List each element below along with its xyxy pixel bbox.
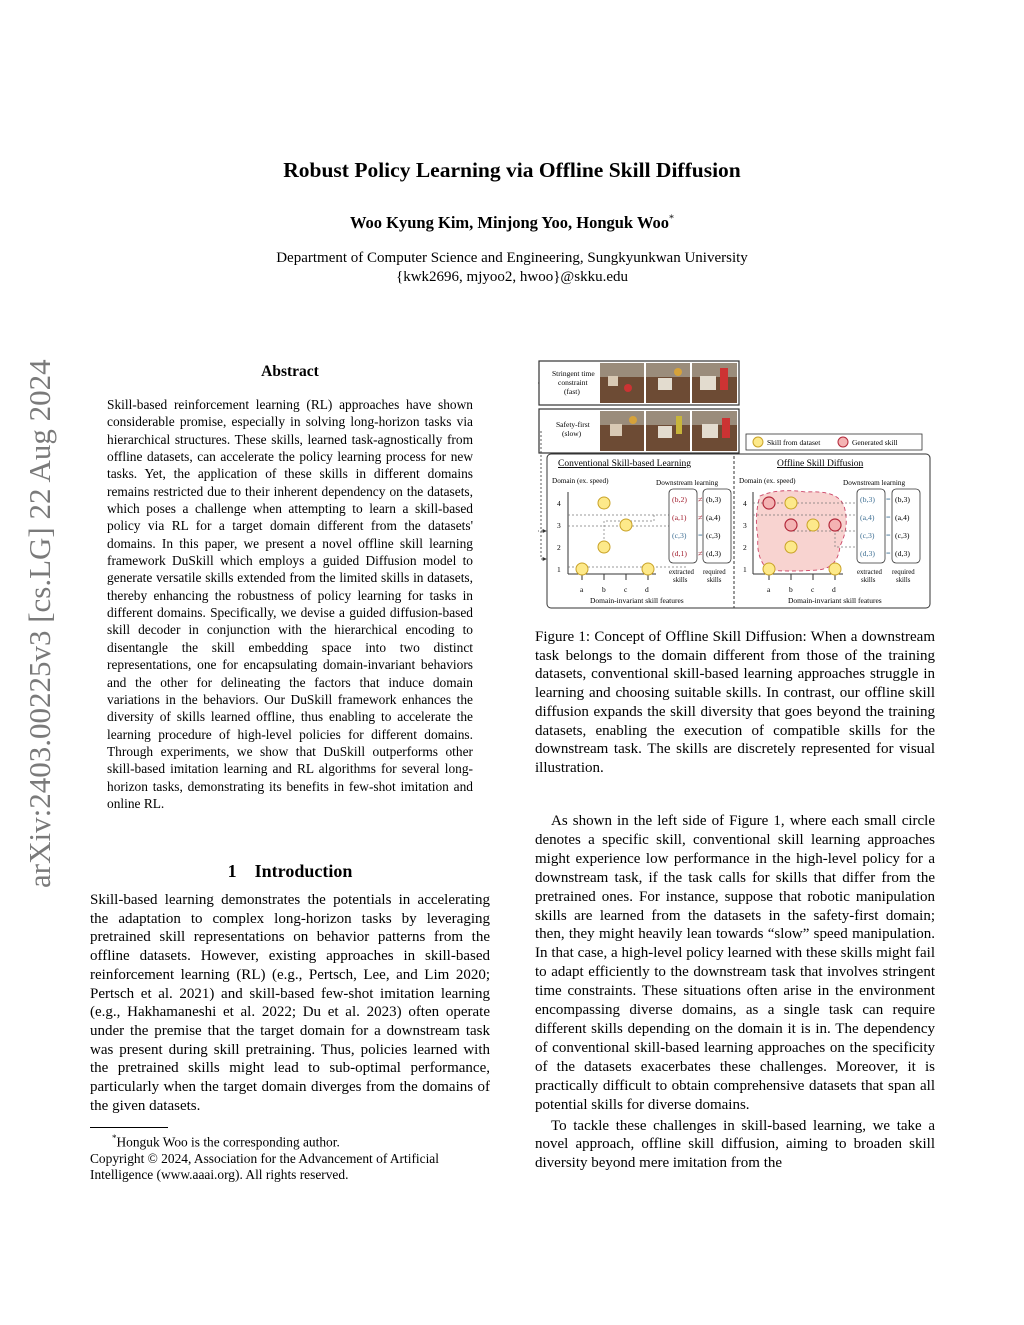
emails: {kwk2696, mjyoo2, hwoo}@skku.edu bbox=[396, 269, 628, 285]
left-skill-point bbox=[642, 563, 654, 575]
left-panel-title: Conventional Skill-based Learning bbox=[558, 459, 691, 469]
left-ytick-4: 4 bbox=[557, 499, 561, 508]
author-names: Woo Kyung Kim, Minjong Yoo, Honguk Woo bbox=[349, 213, 670, 232]
left-skill-point bbox=[598, 497, 610, 509]
paragraph: To tackle these challenges in skill-based learning, we take a novel approach, offline skill diffusion, aiming to broaden skill diversity beyond mere imitation from the bbox=[535, 1117, 935, 1172]
arxiv-identifier: arXiv:2403.00225v3 [cs.LG] 22 Aug 2024 bbox=[22, 359, 57, 888]
right-xtick-c: c bbox=[811, 585, 815, 594]
right-rel-3: = bbox=[886, 531, 891, 540]
right-required-caption-2: skills bbox=[896, 577, 911, 584]
right-ytick-3: 3 bbox=[743, 521, 747, 530]
right-required-3: (c,3) bbox=[895, 531, 910, 540]
right-skill-point bbox=[785, 541, 797, 553]
footnote-text: Honguk Woo is the corresponding author. bbox=[116, 1134, 340, 1150]
right-extracted-3: (c,3) bbox=[860, 531, 875, 540]
left-xtick-b: b bbox=[602, 585, 606, 594]
label-fast-1: Stringent time bbox=[552, 369, 595, 378]
figure-1 bbox=[538, 358, 933, 618]
generated-skill-point bbox=[785, 519, 797, 531]
footnote-block bbox=[90, 1130, 490, 1184]
left-extracted-3: (c,3) bbox=[672, 531, 687, 540]
right-rel-4: = bbox=[886, 549, 891, 558]
author-list bbox=[0, 213, 1024, 233]
left-x-axis-label: Domain-invariant skill features bbox=[590, 596, 684, 605]
affiliation: Department of Computer Science and Engineering, Sungkyunkwan University bbox=[276, 250, 748, 266]
legend-generated-icon bbox=[838, 437, 848, 447]
right-panel-title: Offline Skill Diffusion bbox=[777, 459, 864, 469]
right-skill-point bbox=[785, 497, 797, 509]
left-ytick-3: 3 bbox=[557, 521, 561, 530]
right-extracted-1: (b,3) bbox=[860, 495, 875, 504]
left-ytick-1: 1 bbox=[557, 565, 561, 574]
label-fast-3: (fast) bbox=[564, 387, 580, 396]
legend-generated-label: Generated skill bbox=[852, 438, 898, 447]
generated-skill-point bbox=[829, 519, 841, 531]
right-x-axis-label: Domain-invariant skill features bbox=[788, 596, 882, 605]
right-required-4: (d,3) bbox=[895, 549, 910, 558]
left-extracted-caption-1: extracted bbox=[669, 569, 694, 576]
left-rel-3: = bbox=[698, 531, 703, 540]
left-xtick-d: d bbox=[645, 585, 649, 594]
left-rel-1: ≠ bbox=[698, 495, 703, 504]
figure-1-svg bbox=[538, 358, 933, 618]
affiliation-block bbox=[0, 249, 1024, 287]
copyright-notice: Copyright © 2024, Association for the Advancement of Artificial Intelligence (www.aaai.org). All rights reserved. bbox=[90, 1150, 439, 1183]
left-rel-2: ≠ bbox=[698, 513, 703, 522]
right-required-caption-1: required bbox=[892, 569, 915, 576]
right-skill-point bbox=[807, 519, 819, 531]
right-ytick-2: 2 bbox=[743, 543, 747, 552]
left-required-caption-1: required bbox=[703, 569, 726, 576]
left-required-caption-2: skills bbox=[707, 577, 722, 584]
left-extracted-caption-2: skills bbox=[673, 577, 688, 584]
left-xtick-c: c bbox=[624, 585, 628, 594]
left-required-2: (a,4) bbox=[706, 513, 721, 522]
footnote-rule bbox=[90, 1127, 168, 1128]
left-downstream-label: Downstream learning bbox=[656, 479, 719, 487]
left-y-axis-label: Domain (ex. speed) bbox=[552, 477, 609, 485]
intro-paragraph: Skill-based learning demonstrates the potentials in accelerating the adaptation to complex long-horizon tasks by leveraging pretrained skill representations on behavior patterns from the offline datasets. However, existing approaches in skill-based reinforcement learning (RL) (e.g., Pertsch, Lee, and Lim 2020; Pertsch et al. 2021) and skill-based few-shot imitation learning (e.g., Hakhamaneshi et al. 2022; Du et al. 2023) often operate under the premise that the target domain for a downstream task was present during skill pretraining. Thus, policies learned with the pretrained skills might lead to sub-optimal performance, particularly when the target domain diverges from the domains of the given datasets. bbox=[90, 892, 490, 1114]
label-fast-2: constraint bbox=[558, 378, 588, 387]
right-rel-1: = bbox=[886, 495, 891, 504]
footnote-author bbox=[90, 1130, 490, 1151]
generated-skill-point bbox=[763, 497, 775, 509]
left-skill-point bbox=[620, 519, 632, 531]
left-skill-point bbox=[576, 563, 588, 575]
robot-photos-fast bbox=[600, 363, 737, 403]
author-footnote-mark: * bbox=[669, 213, 675, 225]
right-xtick-b: b bbox=[789, 585, 793, 594]
footnote-mark: * bbox=[112, 1133, 117, 1143]
legend-dataset-icon bbox=[753, 437, 763, 447]
right-extracted-2: (a,4) bbox=[860, 513, 875, 522]
label-slow-1: Safety-first bbox=[556, 420, 590, 429]
right-xtick-d: d bbox=[832, 585, 836, 594]
left-extracted-4: (d,1) bbox=[672, 549, 687, 558]
left-xtick-a: a bbox=[580, 585, 584, 594]
section-title: Introduction bbox=[254, 861, 353, 881]
left-ytick-2: 2 bbox=[557, 543, 561, 552]
paper-title: Robust Policy Learning via Offline Skill Diffusion bbox=[283, 158, 741, 182]
left-required-4: (d,3) bbox=[706, 549, 721, 558]
left-extracted-1: (b,2) bbox=[672, 495, 687, 504]
right-skill-point bbox=[829, 563, 841, 575]
right-ytick-1: 1 bbox=[743, 565, 747, 574]
right-ytick-4: 4 bbox=[743, 499, 747, 508]
figure-caption: Figure 1: Concept of Offline Skill Diffusion: When a downstream task belongs to the domain different from those of the training datasets, conventional skill-based learning approaches struggle in learning and choosing suitable skills. In contrast, our offline skill diffusion expands the skill diversity that goes beyond the training datasets, enabling the execution of compatible skills for the downstream task. The skills are discretely represented for visual illustration. bbox=[535, 629, 935, 776]
right-rel-2: = bbox=[886, 513, 891, 522]
abstract-text: Skill-based reinforcement learning (RL) approaches have shown considerable promise, especially in solving long-horizon tasks via hierarchical structures. These skills, learned task-agnostically from offline datasets, can accelerate the policy learning process for new tasks. Yet, the application of these skills in different domains remains restricted due to their inherent dependency on the datasets, which poses a challenge when attempting to learn a skill-based policy via RL for a target domain different from the datasets' domains. In this paper, we present a novel offline skill learning framework DuSkill which employs a guided Diffusion model to generate versatile skills extended from the limited skills in datasets, thereby enhancing the robustness of policy learning for tasks in different domains. Specifically, we devise a guided diffusion-based skill decoder in conjunction with the hierarchical encoding to disentangle the skill embedding space into two distinct representations, one for encapsulating domain-invariant behaviors and the other for delineating the factors that induce domain variations in the behaviors. Our DuSkill framework enhances the diversity of skills learned offline, thus enabling to accelerate the learning procedure of high-level policies for different domains. Through experiments, we show that DuSkill outperforms other skill-based imitation learning and RL algorithms for several long-horizon tasks, demonstrating its benefits in few-shot imitation and online RL. bbox=[107, 397, 473, 811]
left-skill-point bbox=[598, 541, 610, 553]
label-slow-2: (slow) bbox=[562, 429, 582, 438]
right-column-text bbox=[535, 812, 935, 1173]
right-skill-point bbox=[763, 563, 775, 575]
right-required-1: (b,3) bbox=[895, 495, 910, 504]
right-extracted-caption-1: extracted bbox=[857, 569, 882, 576]
legend-dataset-label: Skill from dataset bbox=[767, 438, 821, 447]
section-number: 1 bbox=[227, 861, 237, 881]
left-required-1: (b,3) bbox=[706, 495, 721, 504]
left-rel-4: ≠ bbox=[698, 549, 703, 558]
left-extracted-2: (a,1) bbox=[672, 513, 687, 522]
right-extracted-caption-2: skills bbox=[861, 577, 876, 584]
right-extracted-4: (d,3) bbox=[860, 549, 875, 558]
right-xtick-a: a bbox=[767, 585, 771, 594]
right-downstream-label: Downstream learning bbox=[843, 479, 906, 487]
right-y-axis-label: Domain (ex. speed) bbox=[739, 477, 796, 485]
robot-photos-slow bbox=[600, 411, 737, 451]
abstract-heading: Abstract bbox=[261, 363, 319, 380]
paragraph: As shown in the left side of Figure 1, where each small circle denotes a specific skill, conventional skill learning approaches might experience low performance in the high-level policy for a downstream task, if the task calls for skills that differ from the pretrained ones. For instance, suppose that robotic manipulation skills are learned from the datasets in the safety-first domain; then, they might heavily lean towards “slow” speed manipulation. In that case, a high-level policy learned with these skills might fail to adapt efficiently to the downstream task that involves stringent time constraints. These situations often arise in the environment encompassing diverse domains, as a single task can require different skills depending on the domain it is in. The dependency of conventional skill-based learning approaches on the specificity of the datasets exacerbates these challenges. Moreover, it is practically difficult to obtain comprehensive datasets that span all potential skills for diverse domains. bbox=[535, 813, 935, 1113]
section-heading bbox=[90, 861, 490, 882]
left-required-3: (c,3) bbox=[706, 531, 721, 540]
right-required-2: (a,4) bbox=[895, 513, 910, 522]
